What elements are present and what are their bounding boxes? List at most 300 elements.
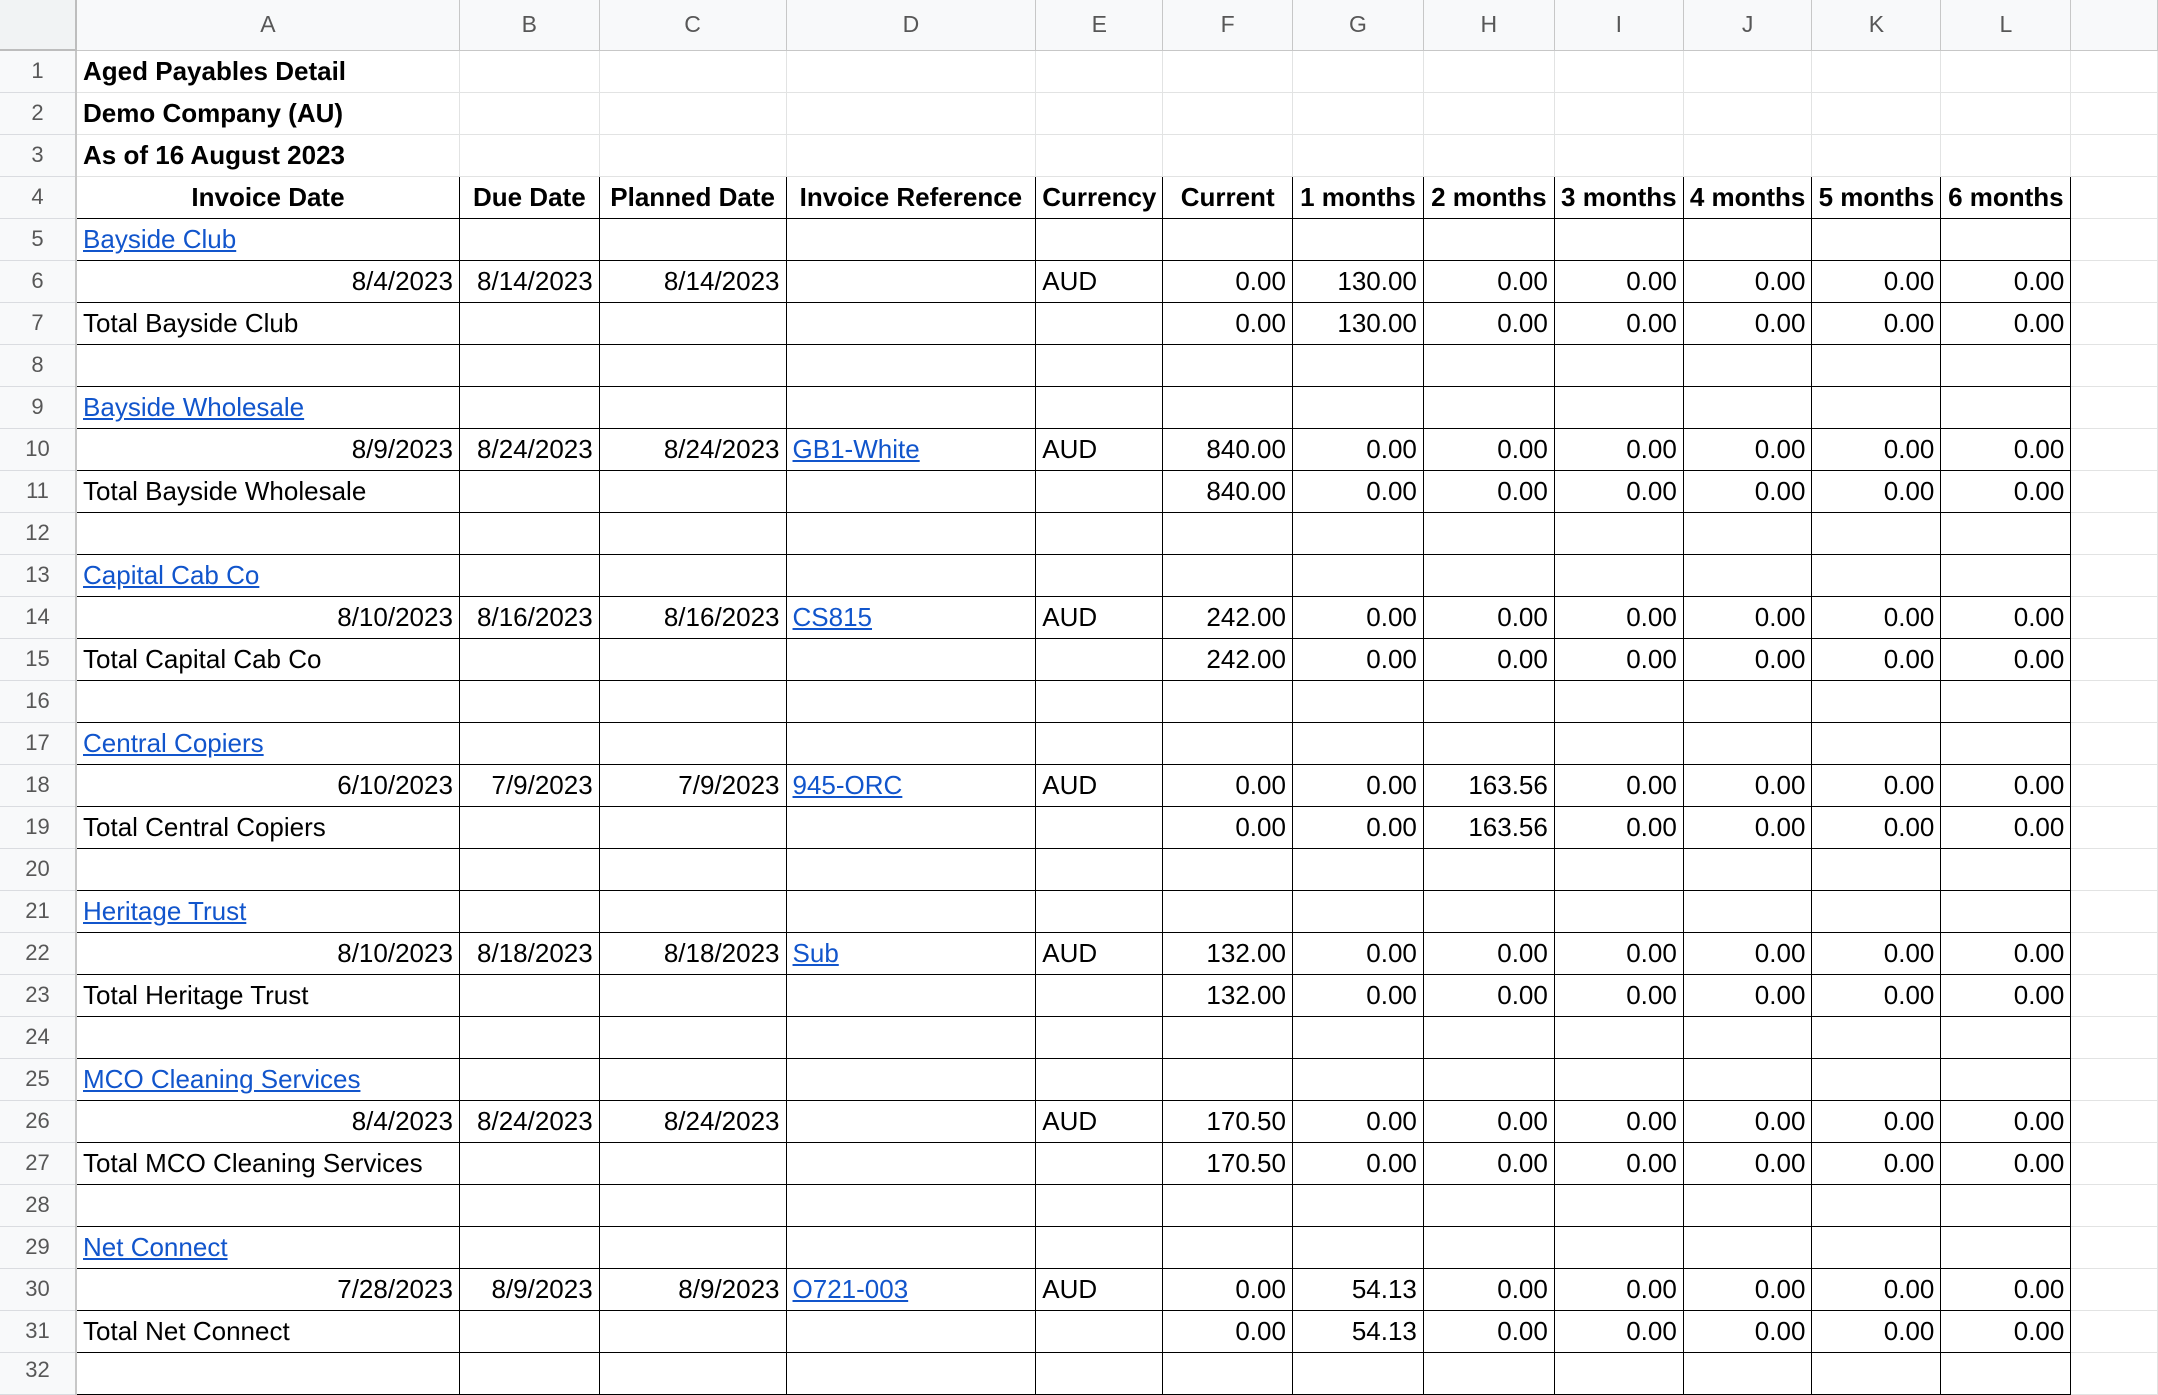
total-amount-cell[interactable]: 0.00 [1683, 1142, 1812, 1184]
empty-cell[interactable] [459, 92, 599, 134]
row-header[interactable]: 17 [0, 722, 76, 764]
due-date-cell[interactable]: 8/24/2023 [459, 428, 599, 470]
empty-cell[interactable] [1554, 1352, 1683, 1394]
empty-cell[interactable] [2071, 1268, 2158, 1310]
empty-cell[interactable] [1554, 218, 1683, 260]
empty-cell[interactable] [1812, 554, 1941, 596]
total-amount-cell[interactable]: 0.00 [1812, 302, 1941, 344]
empty-cell[interactable] [1036, 554, 1163, 596]
total-amount-cell[interactable]: 0.00 [1683, 1310, 1812, 1352]
empty-cell[interactable] [1423, 1226, 1554, 1268]
empty-cell[interactable] [1812, 512, 1941, 554]
empty-cell[interactable] [786, 1016, 1036, 1058]
empty-cell[interactable] [2071, 806, 2158, 848]
column-header[interactable]: F [1163, 0, 1293, 50]
amount-cell[interactable]: 0.00 [1812, 1268, 1941, 1310]
table-header-cell[interactable]: 1 months [1292, 176, 1423, 218]
empty-cell[interactable] [1423, 92, 1554, 134]
empty-cell[interactable] [459, 134, 599, 176]
empty-cell[interactable] [1163, 1226, 1293, 1268]
empty-cell[interactable] [1036, 1142, 1163, 1184]
table-header-cell[interactable]: Invoice Date [76, 176, 459, 218]
table-header-cell[interactable]: 3 months [1554, 176, 1683, 218]
planned-date-cell[interactable]: 7/9/2023 [599, 764, 786, 806]
invoice-reference-link[interactable]: 945-ORC [792, 769, 903, 800]
total-amount-cell[interactable]: 0.00 [1683, 470, 1812, 512]
empty-cell[interactable] [786, 50, 1036, 92]
empty-cell[interactable] [786, 302, 1036, 344]
total-amount-cell[interactable]: 0.00 [1812, 1142, 1941, 1184]
empty-cell[interactable] [1292, 1184, 1423, 1226]
empty-cell[interactable] [76, 344, 459, 386]
due-date-cell[interactable]: 8/14/2023 [459, 260, 599, 302]
empty-cell[interactable] [1683, 890, 1812, 932]
due-date-cell[interactable]: 7/9/2023 [459, 764, 599, 806]
invoice-reference-link[interactable]: GB1-White [792, 433, 920, 464]
total-amount-cell[interactable]: 0.00 [1941, 638, 2071, 680]
empty-cell[interactable] [2071, 638, 2158, 680]
table-header-cell[interactable]: Current [1163, 176, 1293, 218]
empty-cell[interactable] [76, 512, 459, 554]
empty-cell[interactable] [1683, 1058, 1812, 1100]
empty-cell[interactable] [1941, 218, 2071, 260]
total-amount-cell[interactable]: 0.00 [1941, 806, 2071, 848]
empty-cell[interactable] [1683, 512, 1812, 554]
empty-cell[interactable] [2071, 1226, 2158, 1268]
empty-cell[interactable] [1683, 680, 1812, 722]
empty-cell[interactable] [1423, 218, 1554, 260]
row-header[interactable]: 12 [0, 512, 76, 554]
row-header[interactable]: 23 [0, 974, 76, 1016]
amount-cell[interactable]: 0.00 [1683, 428, 1812, 470]
amount-cell[interactable]: 0.00 [1163, 260, 1293, 302]
amount-cell[interactable]: 0.00 [1554, 764, 1683, 806]
empty-cell[interactable] [786, 134, 1036, 176]
empty-cell[interactable] [2071, 344, 2158, 386]
empty-cell[interactable] [599, 974, 786, 1016]
row-header[interactable]: 25 [0, 1058, 76, 1100]
empty-cell[interactable] [599, 512, 786, 554]
row-header[interactable]: 7 [0, 302, 76, 344]
empty-cell[interactable] [459, 512, 599, 554]
currency-cell[interactable]: AUD [1036, 428, 1163, 470]
planned-date-cell[interactable]: 8/24/2023 [599, 428, 786, 470]
table-header-cell[interactable]: Planned Date [599, 176, 786, 218]
row-header[interactable]: 24 [0, 1016, 76, 1058]
empty-cell[interactable] [599, 1058, 786, 1100]
empty-cell[interactable] [2071, 302, 2158, 344]
row-header[interactable]: 6 [0, 260, 76, 302]
total-amount-cell[interactable]: 0.00 [1812, 1310, 1941, 1352]
supplier-link[interactable]: Heritage Trust [83, 895, 247, 926]
total-amount-cell[interactable]: 132.00 [1163, 974, 1293, 1016]
empty-cell[interactable] [1941, 134, 2071, 176]
empty-cell[interactable] [1423, 1352, 1554, 1394]
empty-cell[interactable] [1292, 554, 1423, 596]
invoice-reference-link[interactable]: Sub [792, 937, 839, 968]
row-header[interactable]: 21 [0, 890, 76, 932]
empty-cell[interactable] [1036, 386, 1163, 428]
total-amount-cell[interactable]: 0.00 [1683, 806, 1812, 848]
empty-cell[interactable] [1941, 848, 2071, 890]
amount-cell[interactable]: 54.13 [1292, 1268, 1423, 1310]
amount-cell[interactable]: 0.00 [1292, 428, 1423, 470]
supplier-name-cell[interactable] [76, 890, 459, 932]
total-amount-cell[interactable]: 0.00 [1423, 470, 1554, 512]
row-header[interactable]: 4 [0, 176, 76, 218]
empty-cell[interactable] [786, 848, 1036, 890]
total-amount-cell[interactable]: 0.00 [1423, 1142, 1554, 1184]
total-amount-cell[interactable]: 0.00 [1163, 806, 1293, 848]
empty-cell[interactable] [1036, 470, 1163, 512]
planned-date-cell[interactable]: 8/16/2023 [599, 596, 786, 638]
row-header[interactable]: 2 [0, 92, 76, 134]
empty-cell[interactable] [1292, 1226, 1423, 1268]
row-header[interactable]: 30 [0, 1268, 76, 1310]
total-amount-cell[interactable]: 0.00 [1683, 974, 1812, 1016]
empty-cell[interactable] [786, 1142, 1036, 1184]
empty-cell[interactable] [599, 386, 786, 428]
empty-cell[interactable] [1554, 50, 1683, 92]
row-header[interactable]: 14 [0, 596, 76, 638]
due-date-cell[interactable]: 8/18/2023 [459, 932, 599, 974]
amount-cell[interactable]: 0.00 [1423, 596, 1554, 638]
column-header[interactable]: C [599, 0, 786, 50]
invoice-date-cell[interactable]: 8/4/2023 [76, 1100, 459, 1142]
empty-cell[interactable] [599, 344, 786, 386]
empty-cell[interactable] [2071, 974, 2158, 1016]
empty-cell[interactable] [1941, 344, 2071, 386]
empty-cell[interactable] [1941, 1352, 2071, 1394]
total-amount-cell[interactable]: 0.00 [1941, 302, 2071, 344]
amount-cell[interactable]: 0.00 [1423, 1100, 1554, 1142]
empty-cell[interactable] [1292, 1016, 1423, 1058]
amount-cell[interactable]: 840.00 [1163, 428, 1293, 470]
column-header[interactable]: K [1812, 0, 1941, 50]
empty-cell[interactable] [459, 1016, 599, 1058]
empty-cell[interactable] [1423, 722, 1554, 764]
empty-cell[interactable] [459, 1058, 599, 1100]
amount-cell[interactable]: 0.00 [1554, 260, 1683, 302]
supplier-total-label-cell[interactable]: Total Capital Cab Co [76, 638, 459, 680]
total-amount-cell[interactable]: 0.00 [1292, 470, 1423, 512]
total-amount-cell[interactable]: 0.00 [1292, 638, 1423, 680]
empty-cell[interactable] [2071, 50, 2158, 92]
amount-cell[interactable]: 0.00 [1163, 764, 1293, 806]
amount-cell[interactable]: 0.00 [1941, 596, 2071, 638]
empty-cell[interactable] [1423, 134, 1554, 176]
invoice-reference-cell[interactable] [786, 1100, 1036, 1142]
empty-cell[interactable] [1554, 512, 1683, 554]
empty-cell[interactable] [1423, 512, 1554, 554]
empty-cell[interactable] [1683, 1016, 1812, 1058]
amount-cell[interactable]: 0.00 [1941, 932, 2071, 974]
empty-cell[interactable] [1554, 890, 1683, 932]
total-amount-cell[interactable]: 242.00 [1163, 638, 1293, 680]
empty-cell[interactable] [786, 1310, 1036, 1352]
empty-cell[interactable] [1292, 848, 1423, 890]
report-title-cell[interactable]: Aged Payables Detail [76, 50, 459, 92]
empty-cell[interactable] [1163, 554, 1293, 596]
empty-cell[interactable] [2071, 428, 2158, 470]
invoice-reference-cell[interactable] [786, 1268, 1036, 1310]
invoice-date-cell[interactable]: 6/10/2023 [76, 764, 459, 806]
row-header[interactable]: 8 [0, 344, 76, 386]
supplier-name-cell[interactable] [76, 554, 459, 596]
amount-cell[interactable]: 0.00 [1812, 428, 1941, 470]
supplier-name-cell[interactable] [76, 386, 459, 428]
supplier-name-cell[interactable] [76, 1226, 459, 1268]
empty-cell[interactable] [1423, 1016, 1554, 1058]
empty-cell[interactable] [459, 470, 599, 512]
total-amount-cell[interactable]: 0.00 [1423, 1310, 1554, 1352]
amount-cell[interactable]: 0.00 [1292, 1100, 1423, 1142]
empty-cell[interactable] [459, 638, 599, 680]
empty-cell[interactable] [1554, 92, 1683, 134]
empty-cell[interactable] [1554, 386, 1683, 428]
empty-cell[interactable] [1812, 722, 1941, 764]
total-amount-cell[interactable]: 0.00 [1941, 974, 2071, 1016]
currency-cell[interactable]: AUD [1036, 764, 1163, 806]
empty-cell[interactable] [459, 344, 599, 386]
empty-cell[interactable] [1683, 1184, 1812, 1226]
empty-cell[interactable] [1683, 722, 1812, 764]
empty-cell[interactable] [599, 848, 786, 890]
amount-cell[interactable]: 0.00 [1683, 1100, 1812, 1142]
planned-date-cell[interactable]: 8/24/2023 [599, 1100, 786, 1142]
total-amount-cell[interactable]: 0.00 [1554, 806, 1683, 848]
empty-cell[interactable] [2071, 386, 2158, 428]
empty-cell[interactable] [1036, 1352, 1163, 1394]
empty-cell[interactable] [2071, 218, 2158, 260]
empty-cell[interactable] [1036, 50, 1163, 92]
supplier-name-cell[interactable] [76, 218, 459, 260]
empty-cell[interactable] [786, 638, 1036, 680]
empty-cell[interactable] [2071, 764, 2158, 806]
empty-cell[interactable] [1812, 344, 1941, 386]
empty-cell[interactable] [1423, 50, 1554, 92]
table-header-cell[interactable]: 2 months [1423, 176, 1554, 218]
empty-cell[interactable] [599, 92, 786, 134]
empty-cell[interactable] [1683, 50, 1812, 92]
invoice-date-cell[interactable]: 8/10/2023 [76, 596, 459, 638]
column-header[interactable]: L [1941, 0, 2071, 50]
empty-cell[interactable] [786, 344, 1036, 386]
row-header[interactable]: 28 [0, 1184, 76, 1226]
due-date-cell[interactable]: 8/24/2023 [459, 1100, 599, 1142]
empty-cell[interactable] [786, 1226, 1036, 1268]
empty-cell[interactable] [1036, 1226, 1163, 1268]
row-header[interactable]: 1 [0, 50, 76, 92]
amount-cell[interactable]: 0.00 [1423, 932, 1554, 974]
empty-cell[interactable] [1036, 638, 1163, 680]
amount-cell[interactable]: 0.00 [1554, 1268, 1683, 1310]
supplier-total-label-cell[interactable]: Total Heritage Trust [76, 974, 459, 1016]
row-header[interactable]: 29 [0, 1226, 76, 1268]
report-title-cell[interactable]: Demo Company (AU) [76, 92, 459, 134]
empty-cell[interactable] [1941, 512, 2071, 554]
total-amount-cell[interactable]: 0.00 [1812, 638, 1941, 680]
empty-cell[interactable] [1036, 344, 1163, 386]
amount-cell[interactable]: 0.00 [1423, 428, 1554, 470]
total-amount-cell[interactable]: 0.00 [1423, 638, 1554, 680]
amount-cell[interactable]: 0.00 [1292, 932, 1423, 974]
total-amount-cell[interactable]: 0.00 [1941, 1142, 2071, 1184]
amount-cell[interactable]: 0.00 [1941, 1268, 2071, 1310]
total-amount-cell[interactable]: 0.00 [1423, 974, 1554, 1016]
total-amount-cell[interactable]: 0.00 [1292, 806, 1423, 848]
supplier-total-label-cell[interactable]: Total MCO Cleaning Services [76, 1142, 459, 1184]
empty-cell[interactable] [2071, 1016, 2158, 1058]
supplier-name-cell[interactable] [76, 1058, 459, 1100]
empty-cell[interactable] [1812, 218, 1941, 260]
empty-cell[interactable] [599, 1352, 786, 1394]
row-header[interactable]: 18 [0, 764, 76, 806]
empty-cell[interactable] [1292, 134, 1423, 176]
empty-cell[interactable] [1423, 386, 1554, 428]
row-header[interactable]: 15 [0, 638, 76, 680]
empty-cell[interactable] [786, 218, 1036, 260]
total-amount-cell[interactable]: 0.00 [1163, 1310, 1293, 1352]
empty-cell[interactable] [459, 680, 599, 722]
table-header-cell[interactable]: Invoice Reference [786, 176, 1036, 218]
due-date-cell[interactable]: 8/16/2023 [459, 596, 599, 638]
table-header-cell[interactable]: Due Date [459, 176, 599, 218]
empty-cell[interactable] [599, 134, 786, 176]
invoice-reference-link[interactable]: CS815 [792, 601, 873, 632]
empty-cell[interactable] [1683, 344, 1812, 386]
empty-cell[interactable] [599, 806, 786, 848]
invoice-date-cell[interactable]: 8/4/2023 [76, 260, 459, 302]
amount-cell[interactable]: 0.00 [1554, 932, 1683, 974]
empty-cell[interactable] [2071, 1058, 2158, 1100]
empty-cell[interactable] [599, 722, 786, 764]
table-header-cell[interactable]: Currency [1036, 176, 1163, 218]
empty-cell[interactable] [459, 848, 599, 890]
empty-cell[interactable] [1554, 1016, 1683, 1058]
invoice-reference-cell[interactable] [786, 764, 1036, 806]
amount-cell[interactable]: 0.00 [1941, 1100, 2071, 1142]
empty-cell[interactable] [1163, 680, 1293, 722]
supplier-link[interactable]: Bayside Wholesale [83, 391, 305, 422]
currency-cell[interactable]: AUD [1036, 1268, 1163, 1310]
empty-cell[interactable] [1036, 92, 1163, 134]
empty-cell[interactable] [459, 554, 599, 596]
empty-cell[interactable] [1036, 890, 1163, 932]
row-header[interactable]: 10 [0, 428, 76, 470]
total-amount-cell[interactable]: 0.00 [1554, 974, 1683, 1016]
amount-cell[interactable]: 0.00 [1163, 1268, 1293, 1310]
amount-cell[interactable]: 0.00 [1423, 260, 1554, 302]
amount-cell[interactable]: 0.00 [1683, 932, 1812, 974]
total-amount-cell[interactable]: 54.13 [1292, 1310, 1423, 1352]
empty-cell[interactable] [1163, 386, 1293, 428]
empty-cell[interactable] [2071, 932, 2158, 974]
empty-cell[interactable] [786, 890, 1036, 932]
amount-cell[interactable]: 0.00 [1292, 764, 1423, 806]
empty-cell[interactable] [1554, 1058, 1683, 1100]
empty-cell[interactable] [2071, 176, 2158, 218]
empty-cell[interactable] [1292, 50, 1423, 92]
empty-cell[interactable] [1941, 1016, 2071, 1058]
empty-cell[interactable] [786, 680, 1036, 722]
supplier-link[interactable]: MCO Cleaning Services [83, 1063, 361, 1094]
supplier-total-label-cell[interactable]: Total Central Copiers [76, 806, 459, 848]
column-header[interactable]: I [1554, 0, 1683, 50]
amount-cell[interactable]: 0.00 [1683, 596, 1812, 638]
planned-date-cell[interactable]: 8/9/2023 [599, 1268, 786, 1310]
total-amount-cell[interactable]: 0.00 [1941, 1310, 2071, 1352]
amount-cell[interactable]: 242.00 [1163, 596, 1293, 638]
select-all-corner[interactable] [0, 0, 76, 50]
empty-cell[interactable] [1163, 218, 1293, 260]
invoice-reference-cell[interactable] [786, 596, 1036, 638]
empty-cell[interactable] [1163, 50, 1293, 92]
amount-cell[interactable]: 0.00 [1941, 764, 2071, 806]
empty-cell[interactable] [1812, 1352, 1941, 1394]
empty-cell[interactable] [1423, 680, 1554, 722]
total-amount-cell[interactable]: 170.50 [1163, 1142, 1293, 1184]
column-header[interactable]: E [1036, 0, 1163, 50]
total-amount-cell[interactable]: 0.00 [1554, 1310, 1683, 1352]
empty-cell[interactable] [2071, 1310, 2158, 1352]
invoice-reference-cell[interactable] [786, 428, 1036, 470]
empty-cell[interactable] [459, 302, 599, 344]
supplier-link[interactable]: Capital Cab Co [83, 559, 260, 590]
supplier-total-label-cell[interactable]: Total Net Connect [76, 1310, 459, 1352]
empty-cell[interactable] [599, 50, 786, 92]
empty-cell[interactable] [459, 806, 599, 848]
empty-cell[interactable] [1163, 134, 1293, 176]
empty-cell[interactable] [1292, 890, 1423, 932]
row-header[interactable]: 32 [0, 1352, 76, 1394]
total-amount-cell[interactable]: 0.00 [1292, 974, 1423, 1016]
column-header[interactable]: G [1292, 0, 1423, 50]
planned-date-cell[interactable]: 8/14/2023 [599, 260, 786, 302]
supplier-total-label-cell[interactable]: Total Bayside Wholesale [76, 470, 459, 512]
due-date-cell[interactable]: 8/9/2023 [459, 1268, 599, 1310]
row-header[interactable]: 20 [0, 848, 76, 890]
amount-cell[interactable]: 170.50 [1163, 1100, 1293, 1142]
column-header[interactable]: J [1683, 0, 1812, 50]
empty-cell[interactable] [599, 1310, 786, 1352]
empty-cell[interactable] [1036, 806, 1163, 848]
amount-cell[interactable]: 0.00 [1812, 596, 1941, 638]
empty-cell[interactable] [1292, 92, 1423, 134]
empty-cell[interactable] [599, 1142, 786, 1184]
empty-cell[interactable] [1163, 1352, 1293, 1394]
empty-cell[interactable] [1163, 512, 1293, 554]
total-amount-cell[interactable]: 0.00 [1812, 974, 1941, 1016]
empty-cell[interactable] [1554, 134, 1683, 176]
empty-cell[interactable] [1423, 890, 1554, 932]
table-header-cell[interactable]: 6 months [1941, 176, 2071, 218]
empty-cell[interactable] [786, 512, 1036, 554]
empty-cell[interactable] [1163, 1184, 1293, 1226]
empty-cell[interactable] [459, 974, 599, 1016]
empty-cell[interactable] [1941, 92, 2071, 134]
supplier-link[interactable]: Net Connect [83, 1231, 228, 1262]
table-header-cell[interactable]: 4 months [1683, 176, 1812, 218]
empty-cell[interactable] [2071, 512, 2158, 554]
empty-cell[interactable] [459, 218, 599, 260]
empty-cell[interactable] [599, 680, 786, 722]
empty-cell[interactable] [599, 638, 786, 680]
amount-cell[interactable]: 0.00 [1941, 428, 2071, 470]
empty-cell[interactable] [786, 974, 1036, 1016]
empty-cell[interactable] [1292, 722, 1423, 764]
amount-cell[interactable]: 0.00 [1812, 260, 1941, 302]
